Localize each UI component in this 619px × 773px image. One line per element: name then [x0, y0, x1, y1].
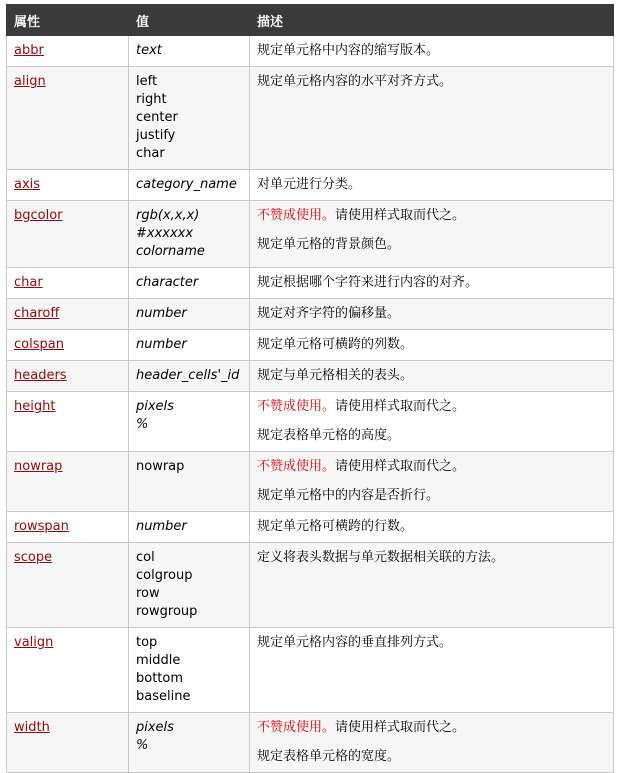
description-text: 规定单元格可横跨的行数。 [257, 519, 414, 534]
value-cell [129, 170, 250, 201]
attribute-link-width[interactable]: width [14, 720, 50, 735]
description-cell [250, 330, 614, 361]
value-item: right [136, 92, 167, 107]
description-text: 规定单元格可横跨的列数。 [257, 337, 414, 352]
value-item: character [136, 275, 199, 290]
attribute-cell [7, 543, 129, 628]
table-body [7, 36, 614, 773]
value-item: number [136, 337, 187, 352]
description-text: 规定单元格中的内容是否折行。 [257, 488, 440, 503]
description-cell [250, 36, 614, 67]
description-text: 规定单元格的背景颜色。 [257, 237, 401, 252]
attribute-cell [7, 628, 129, 713]
description-text: 规定单元格中内容的缩写版本。 [257, 43, 440, 58]
value-cell [129, 392, 250, 452]
header-value: 值 [129, 5, 250, 36]
description-text: 定义将表头数据与单元数据相关联的方法。 [257, 550, 505, 565]
value-cell [129, 299, 250, 330]
value-cell [129, 713, 250, 773]
value-cell [129, 452, 250, 512]
attribute-link-charoff[interactable]: charoff [14, 306, 60, 321]
deprecated-label: 不赞成使用。 [257, 459, 336, 474]
attribute-link-bgcolor[interactable]: bgcolor [14, 208, 63, 223]
attribute-cell [7, 330, 129, 361]
table-row [7, 268, 614, 299]
value-item: rgb(x,x,x) [136, 208, 200, 223]
value-cell [129, 268, 250, 299]
value-cell [129, 543, 250, 628]
attribute-link-char[interactable]: char [14, 275, 43, 290]
value-item: char [136, 146, 165, 161]
value-item: #xxxxxx [136, 226, 194, 241]
table-row [7, 330, 614, 361]
deprecated-label: 不赞成使用。 [257, 399, 336, 414]
attribute-cell [7, 361, 129, 392]
description-text: 规定单元格内容的水平对齐方式。 [257, 74, 453, 89]
description-text: 规定对齐字符的偏移量。 [257, 306, 401, 321]
attribute-link-rowspan[interactable]: rowspan [14, 519, 69, 534]
deprecation-note [257, 207, 606, 225]
value-item: bottom [136, 671, 184, 686]
attribute-cell [7, 201, 129, 268]
table-row [7, 170, 614, 201]
value-item: pixels [136, 720, 174, 735]
value-item: row [136, 586, 160, 601]
table-row [7, 36, 614, 67]
attribute-cell [7, 268, 129, 299]
value-item: number [136, 519, 187, 534]
attribute-link-valign[interactable]: valign [14, 635, 54, 650]
description-cell [250, 361, 614, 392]
attribute-link-nowrap[interactable]: nowrap [14, 459, 63, 474]
description-text: 规定根据哪个字符来进行内容的对齐。 [257, 275, 479, 290]
value-item: pixels [136, 399, 174, 414]
header-attribute: 属性 [7, 5, 129, 36]
table-row [7, 201, 614, 268]
attribute-link-align[interactable]: align [14, 74, 46, 89]
attribute-link-axis[interactable]: axis [14, 177, 41, 192]
deprecation-note [257, 719, 606, 737]
value-item: colgroup [136, 568, 193, 583]
table-row [7, 543, 614, 628]
value-item: center [136, 110, 178, 125]
value-item: header_cells'_id [136, 368, 240, 383]
attribute-cell [7, 299, 129, 330]
description-cell [250, 628, 614, 713]
attribute-cell [7, 392, 129, 452]
description-text: 规定单元格内容的垂直排列方式。 [257, 635, 453, 650]
value-item: nowrap [136, 459, 185, 474]
deprecated-suffix: 请使用样式取而代之。 [335, 399, 466, 414]
value-cell [129, 201, 250, 268]
table-row [7, 299, 614, 330]
value-item: rowgroup [136, 604, 198, 619]
description-cell [250, 452, 614, 512]
value-item: middle [136, 653, 181, 668]
table-header-row [7, 5, 614, 36]
deprecated-label: 不赞成使用。 [257, 208, 336, 223]
value-item: left [136, 74, 158, 89]
table-row [7, 361, 614, 392]
table-row [7, 713, 614, 773]
attribute-cell [7, 67, 129, 170]
attribute-link-colspan[interactable]: colspan [14, 337, 64, 352]
attribute-cell [7, 452, 129, 512]
deprecation-note [257, 458, 606, 476]
value-cell [129, 67, 250, 170]
table-row [7, 392, 614, 452]
table-row [7, 512, 614, 543]
attribute-link-headers[interactable]: headers [14, 368, 67, 383]
deprecated-label: 不赞成使用。 [257, 720, 336, 735]
value-cell [129, 512, 250, 543]
value-item: % [136, 738, 149, 753]
attribute-cell [7, 170, 129, 201]
description-cell [250, 392, 614, 452]
deprecated-suffix: 请使用样式取而代之。 [335, 459, 466, 474]
value-item: top [136, 635, 158, 650]
deprecated-suffix: 请使用样式取而代之。 [335, 208, 466, 223]
value-item: colorname [136, 244, 205, 259]
value-item: number [136, 306, 187, 321]
description-text: 对单元进行分类。 [257, 177, 362, 192]
description-cell [250, 543, 614, 628]
value-cell [129, 361, 250, 392]
attribute-link-height[interactable]: height [14, 399, 56, 414]
attribute-table [6, 4, 614, 773]
description-cell [250, 67, 614, 170]
description-cell [250, 512, 614, 543]
value-cell [129, 330, 250, 361]
value-cell [129, 628, 250, 713]
table-row [7, 628, 614, 713]
table-row [7, 452, 614, 512]
value-item: col [136, 550, 155, 565]
description-text: 规定表格单元格的高度。 [257, 428, 401, 443]
attribute-link-scope[interactable]: scope [14, 550, 53, 565]
description-cell [250, 170, 614, 201]
description-text: 规定表格单元格的宽度。 [257, 749, 401, 764]
description-cell [250, 299, 614, 330]
attribute-link-abbr[interactable]: abbr [14, 43, 44, 58]
attribute-cell [7, 512, 129, 543]
description-text: 规定与单元格相关的表头。 [257, 368, 414, 383]
description-cell [250, 201, 614, 268]
description-cell [250, 713, 614, 773]
value-item: category_name [136, 177, 237, 192]
deprecation-note [257, 398, 606, 416]
deprecated-suffix: 请使用样式取而代之。 [335, 720, 466, 735]
table-row [7, 67, 614, 170]
value-item: justify [136, 128, 176, 143]
value-item: baseline [136, 689, 191, 704]
header-description: 描述 [250, 5, 614, 36]
value-item: text [136, 43, 162, 58]
description-cell [250, 268, 614, 299]
value-item: % [136, 417, 149, 432]
value-cell [129, 36, 250, 67]
attribute-cell [7, 36, 129, 67]
attribute-cell [7, 713, 129, 773]
